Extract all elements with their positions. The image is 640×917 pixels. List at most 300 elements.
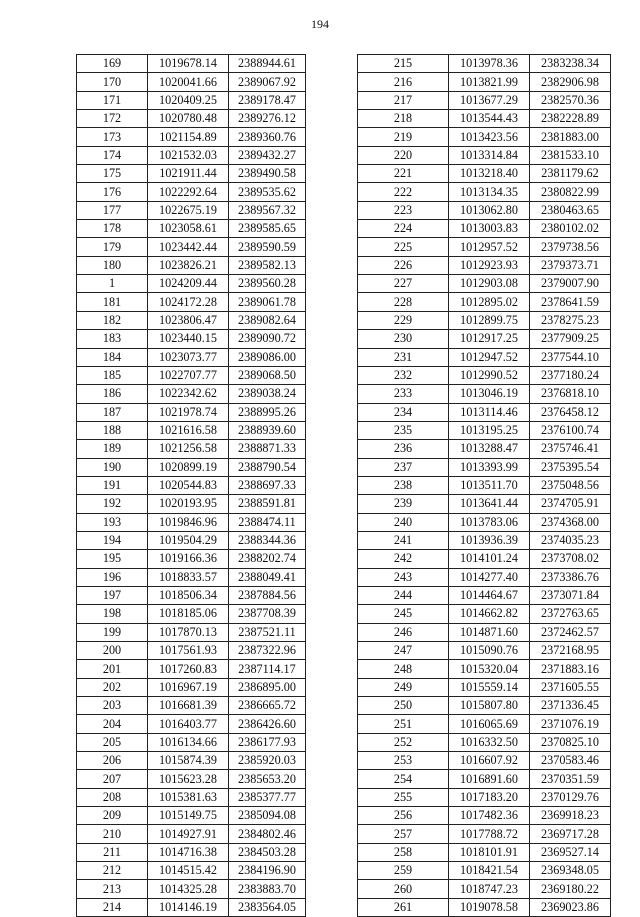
point-number-cell: 184 <box>77 348 148 366</box>
x-coordinate-cell: 1015381.63 <box>148 788 229 806</box>
table-row <box>77 256 306 274</box>
table-row <box>358 256 611 274</box>
point-number-cell: 259 <box>358 862 449 880</box>
table-row <box>358 385 611 403</box>
point-number-cell: 260 <box>358 880 449 898</box>
x-coordinate-cell: 1016891.60 <box>449 770 530 788</box>
point-number-cell: 235 <box>358 421 449 439</box>
table-row <box>77 752 306 770</box>
y-coordinate-cell: 2372462.57 <box>530 623 611 641</box>
table-row <box>77 73 306 91</box>
table-row <box>358 73 611 91</box>
y-coordinate-cell: 2377544.10 <box>530 348 611 366</box>
y-coordinate-cell: 2371883.16 <box>530 660 611 678</box>
table-row <box>358 495 611 513</box>
x-coordinate-cell: 1013195.25 <box>449 421 530 439</box>
x-coordinate-cell: 1015874.39 <box>148 752 229 770</box>
point-number-cell: 196 <box>77 568 148 586</box>
table-row <box>358 788 611 806</box>
table-row <box>77 568 306 586</box>
table-row <box>358 568 611 586</box>
point-number-cell: 233 <box>358 385 449 403</box>
table-row <box>358 220 611 238</box>
point-number-cell: 210 <box>77 825 148 843</box>
table-row <box>77 880 306 898</box>
point-number-cell: 249 <box>358 678 449 696</box>
coordinates-table-body <box>358 55 611 917</box>
point-number-cell: 217 <box>358 91 449 109</box>
coordinates-table-left <box>76 54 306 917</box>
x-coordinate-cell: 1019846.96 <box>148 513 229 531</box>
table-row <box>358 403 611 421</box>
table-row <box>77 201 306 219</box>
table-row <box>77 293 306 311</box>
x-coordinate-cell: 1023806.47 <box>148 311 229 329</box>
point-number-cell: 194 <box>77 531 148 549</box>
y-coordinate-cell: 2384802.46 <box>229 825 306 843</box>
y-coordinate-cell: 2376818.10 <box>530 385 611 403</box>
point-number-cell: 186 <box>77 385 148 403</box>
table-row <box>77 605 306 623</box>
y-coordinate-cell: 2381883.00 <box>530 128 611 146</box>
point-number-cell: 205 <box>77 733 148 751</box>
y-coordinate-cell: 2385653.20 <box>229 770 306 788</box>
table-row <box>358 275 611 293</box>
point-number-cell: 199 <box>77 623 148 641</box>
y-coordinate-cell: 2384503.28 <box>229 843 306 861</box>
x-coordinate-cell: 1012957.52 <box>449 238 530 256</box>
y-coordinate-cell: 2386665.72 <box>229 697 306 715</box>
point-number-cell: 181 <box>77 293 148 311</box>
point-number-cell: 229 <box>358 311 449 329</box>
y-coordinate-cell: 2386426.60 <box>229 715 306 733</box>
x-coordinate-cell: 1017870.13 <box>148 623 229 641</box>
point-number-cell: 206 <box>77 752 148 770</box>
point-number-cell: 171 <box>77 91 148 109</box>
y-coordinate-cell: 2378275.23 <box>530 311 611 329</box>
point-number-cell: 185 <box>77 366 148 384</box>
x-coordinate-cell: 1017260.83 <box>148 660 229 678</box>
point-number-cell: 252 <box>358 733 449 751</box>
table-row <box>77 110 306 128</box>
y-coordinate-cell: 2377909.25 <box>530 330 611 348</box>
point-number-cell: 239 <box>358 495 449 513</box>
point-number-cell: 179 <box>77 238 148 256</box>
point-number-cell: 250 <box>358 697 449 715</box>
table-row <box>77 788 306 806</box>
x-coordinate-cell: 1021911.44 <box>148 165 229 183</box>
x-coordinate-cell: 1013134.35 <box>449 183 530 201</box>
x-coordinate-cell: 1013062.80 <box>449 201 530 219</box>
y-coordinate-cell: 2386177.93 <box>229 733 306 751</box>
table-row <box>77 458 306 476</box>
table-row <box>358 146 611 164</box>
y-coordinate-cell: 2389090.72 <box>229 330 306 348</box>
point-number-cell: 232 <box>358 366 449 384</box>
x-coordinate-cell: 1015320.04 <box>449 660 530 678</box>
point-number-cell: 256 <box>358 807 449 825</box>
table-row <box>77 91 306 109</box>
y-coordinate-cell: 2379007.90 <box>530 275 611 293</box>
x-coordinate-cell: 1020193.95 <box>148 495 229 513</box>
point-number-cell: 240 <box>358 513 449 531</box>
point-number-cell: 176 <box>77 183 148 201</box>
point-number-cell: 253 <box>358 752 449 770</box>
x-coordinate-cell: 1019504.29 <box>148 531 229 549</box>
table-row <box>358 605 611 623</box>
point-number-cell: 225 <box>358 238 449 256</box>
x-coordinate-cell: 1013423.56 <box>449 128 530 146</box>
y-coordinate-cell: 2371605.55 <box>530 678 611 696</box>
y-coordinate-cell: 2389567.32 <box>229 201 306 219</box>
y-coordinate-cell: 2383238.34 <box>530 55 611 73</box>
table-row <box>358 91 611 109</box>
y-coordinate-cell: 2387114.17 <box>229 660 306 678</box>
x-coordinate-cell: 1015090.76 <box>449 642 530 660</box>
table-row <box>77 366 306 384</box>
y-coordinate-cell: 2381179.62 <box>530 165 611 183</box>
y-coordinate-cell: 2389360.76 <box>229 128 306 146</box>
x-coordinate-cell: 1013393.99 <box>449 458 530 476</box>
point-number-cell: 173 <box>77 128 148 146</box>
y-coordinate-cell: 2385094.08 <box>229 807 306 825</box>
x-coordinate-cell: 1012899.75 <box>449 311 530 329</box>
x-coordinate-cell: 1014871.60 <box>449 623 530 641</box>
x-coordinate-cell: 1014146.19 <box>148 898 229 916</box>
y-coordinate-cell: 2389061.78 <box>229 293 306 311</box>
table-row <box>358 623 611 641</box>
y-coordinate-cell: 2384196.90 <box>229 862 306 880</box>
table-row <box>358 825 611 843</box>
table-row <box>77 128 306 146</box>
point-number-cell: 242 <box>358 550 449 568</box>
table-row <box>77 715 306 733</box>
point-number-cell: 247 <box>358 642 449 660</box>
table-row <box>358 733 611 751</box>
table-row <box>358 843 611 861</box>
y-coordinate-cell: 2372168.95 <box>530 642 611 660</box>
table-row <box>77 348 306 366</box>
x-coordinate-cell: 1022707.77 <box>148 366 229 384</box>
table-row <box>77 330 306 348</box>
y-coordinate-cell: 2389276.12 <box>229 110 306 128</box>
point-number-cell: 213 <box>77 880 148 898</box>
table-row <box>77 220 306 238</box>
table-row <box>358 880 611 898</box>
y-coordinate-cell: 2386895.00 <box>229 678 306 696</box>
y-coordinate-cell: 2388790.54 <box>229 458 306 476</box>
x-coordinate-cell: 1016065.69 <box>449 715 530 733</box>
x-coordinate-cell: 1012923.93 <box>449 256 530 274</box>
point-number-cell: 251 <box>358 715 449 733</box>
y-coordinate-cell: 2379373.71 <box>530 256 611 274</box>
x-coordinate-cell: 1013978.36 <box>449 55 530 73</box>
table-row <box>77 531 306 549</box>
x-coordinate-cell: 1013677.29 <box>449 91 530 109</box>
x-coordinate-cell: 1018747.23 <box>449 880 530 898</box>
x-coordinate-cell: 1017788.72 <box>449 825 530 843</box>
x-coordinate-cell: 1013783.06 <box>449 513 530 531</box>
table-row <box>77 385 306 403</box>
table-row <box>358 513 611 531</box>
x-coordinate-cell: 1023440.15 <box>148 330 229 348</box>
y-coordinate-cell: 2369023.86 <box>530 898 611 916</box>
x-coordinate-cell: 1020544.83 <box>148 476 229 494</box>
x-coordinate-cell: 1013936.39 <box>449 531 530 549</box>
point-number-cell: 191 <box>77 476 148 494</box>
y-coordinate-cell: 2389068.50 <box>229 366 306 384</box>
point-number-cell: 216 <box>358 73 449 91</box>
y-coordinate-cell: 2369348.05 <box>530 862 611 880</box>
y-coordinate-cell: 2375746.41 <box>530 440 611 458</box>
point-number-cell: 192 <box>77 495 148 513</box>
table-row <box>358 898 611 916</box>
table-row <box>358 770 611 788</box>
table-row <box>77 678 306 696</box>
point-number-cell: 245 <box>358 605 449 623</box>
table-row <box>77 550 306 568</box>
y-coordinate-cell: 2385920.03 <box>229 752 306 770</box>
x-coordinate-cell: 1017482.36 <box>449 807 530 825</box>
y-coordinate-cell: 2383564.05 <box>229 898 306 916</box>
point-number-cell: 248 <box>358 660 449 678</box>
point-number-cell: 218 <box>358 110 449 128</box>
x-coordinate-cell: 1013288.47 <box>449 440 530 458</box>
table-row <box>77 862 306 880</box>
table-row <box>358 550 611 568</box>
y-coordinate-cell: 2374035.23 <box>530 531 611 549</box>
table-row <box>358 348 611 366</box>
point-number-cell: 177 <box>77 201 148 219</box>
y-coordinate-cell: 2375395.54 <box>530 458 611 476</box>
table-row <box>358 807 611 825</box>
point-number-cell: 208 <box>77 788 148 806</box>
y-coordinate-cell: 2373071.84 <box>530 586 611 604</box>
point-number-cell: 231 <box>358 348 449 366</box>
y-coordinate-cell: 2382906.98 <box>530 73 611 91</box>
x-coordinate-cell: 1015623.28 <box>148 770 229 788</box>
x-coordinate-cell: 1016332.50 <box>449 733 530 751</box>
point-number-cell: 180 <box>77 256 148 274</box>
point-number-cell: 221 <box>358 165 449 183</box>
y-coordinate-cell: 2374705.91 <box>530 495 611 513</box>
y-coordinate-cell: 2382228.89 <box>530 110 611 128</box>
point-number-cell: 187 <box>77 403 148 421</box>
x-coordinate-cell: 1014927.91 <box>148 825 229 843</box>
point-number-cell: 203 <box>77 697 148 715</box>
x-coordinate-cell: 1022342.62 <box>148 385 229 403</box>
point-number-cell: 169 <box>77 55 148 73</box>
point-number-cell: 234 <box>358 403 449 421</box>
x-coordinate-cell: 1015149.75 <box>148 807 229 825</box>
y-coordinate-cell: 2387884.56 <box>229 586 306 604</box>
table-row <box>77 440 306 458</box>
x-coordinate-cell: 1019078.58 <box>449 898 530 916</box>
y-coordinate-cell: 2369918.23 <box>530 807 611 825</box>
x-coordinate-cell: 1013046.19 <box>449 385 530 403</box>
table-row <box>358 642 611 660</box>
x-coordinate-cell: 1012903.08 <box>449 275 530 293</box>
y-coordinate-cell: 2389038.24 <box>229 385 306 403</box>
table-row <box>77 770 306 788</box>
point-number-cell: 212 <box>77 862 148 880</box>
table-row <box>77 513 306 531</box>
table-row <box>358 165 611 183</box>
table-row <box>77 183 306 201</box>
table-row <box>77 403 306 421</box>
x-coordinate-cell: 1020899.19 <box>148 458 229 476</box>
x-coordinate-cell: 1013511.70 <box>449 476 530 494</box>
x-coordinate-cell: 1012917.25 <box>449 330 530 348</box>
table-row <box>358 183 611 201</box>
x-coordinate-cell: 1022675.19 <box>148 201 229 219</box>
table-row <box>358 586 611 604</box>
x-coordinate-cell: 1019166.36 <box>148 550 229 568</box>
x-coordinate-cell: 1014101.24 <box>449 550 530 568</box>
y-coordinate-cell: 2372763.65 <box>530 605 611 623</box>
y-coordinate-cell: 2385377.77 <box>229 788 306 806</box>
y-coordinate-cell: 2369180.22 <box>530 880 611 898</box>
table-row <box>358 458 611 476</box>
x-coordinate-cell: 1014716.38 <box>148 843 229 861</box>
table-row <box>77 898 306 916</box>
table-row <box>358 128 611 146</box>
point-number-cell: 244 <box>358 586 449 604</box>
y-coordinate-cell: 2389535.62 <box>229 183 306 201</box>
point-number-cell: 261 <box>358 898 449 916</box>
point-number-cell: 237 <box>358 458 449 476</box>
x-coordinate-cell: 1023826.21 <box>148 256 229 274</box>
x-coordinate-cell: 1023058.61 <box>148 220 229 238</box>
point-number-cell: 207 <box>77 770 148 788</box>
table-row <box>358 440 611 458</box>
table-row <box>77 843 306 861</box>
point-number-cell: 204 <box>77 715 148 733</box>
x-coordinate-cell: 1018506.34 <box>148 586 229 604</box>
y-coordinate-cell: 2369527.14 <box>530 843 611 861</box>
table-row <box>358 293 611 311</box>
x-coordinate-cell: 1021616.58 <box>148 421 229 439</box>
y-coordinate-cell: 2389067.92 <box>229 73 306 91</box>
table-row <box>77 165 306 183</box>
point-number-cell: 183 <box>77 330 148 348</box>
point-number-cell: 172 <box>77 110 148 128</box>
y-coordinate-cell: 2388871.33 <box>229 440 306 458</box>
y-coordinate-cell: 2375048.56 <box>530 476 611 494</box>
point-number-cell: 254 <box>358 770 449 788</box>
x-coordinate-cell: 1021154.89 <box>148 128 229 146</box>
y-coordinate-cell: 2381533.10 <box>530 146 611 164</box>
point-number-cell: 190 <box>77 458 148 476</box>
x-coordinate-cell: 1013641.44 <box>449 495 530 513</box>
y-coordinate-cell: 2382570.36 <box>530 91 611 109</box>
table-row <box>358 311 611 329</box>
x-coordinate-cell: 1022292.64 <box>148 183 229 201</box>
point-number-cell: 220 <box>358 146 449 164</box>
point-number-cell: 182 <box>77 311 148 329</box>
y-coordinate-cell: 2388049.41 <box>229 568 306 586</box>
table-row <box>77 146 306 164</box>
point-number-cell: 255 <box>358 788 449 806</box>
table-row <box>77 275 306 293</box>
point-number-cell: 174 <box>77 146 148 164</box>
point-number-cell: 228 <box>358 293 449 311</box>
x-coordinate-cell: 1014662.82 <box>449 605 530 623</box>
x-coordinate-cell: 1013114.46 <box>449 403 530 421</box>
table-row <box>77 311 306 329</box>
x-coordinate-cell: 1014464.67 <box>449 586 530 604</box>
point-number-cell: 246 <box>358 623 449 641</box>
x-coordinate-cell: 1013821.99 <box>449 73 530 91</box>
point-number-cell: 193 <box>77 513 148 531</box>
y-coordinate-cell: 2389585.65 <box>229 220 306 238</box>
point-number-cell: 257 <box>358 825 449 843</box>
point-number-cell: 1 <box>77 275 148 293</box>
x-coordinate-cell: 1015807.80 <box>449 697 530 715</box>
y-coordinate-cell: 2388697.33 <box>229 476 306 494</box>
x-coordinate-cell: 1016403.77 <box>148 715 229 733</box>
y-coordinate-cell: 2388944.61 <box>229 55 306 73</box>
x-coordinate-cell: 1017183.20 <box>449 788 530 806</box>
table-row <box>358 330 611 348</box>
table-row <box>358 531 611 549</box>
x-coordinate-cell: 1016134.66 <box>148 733 229 751</box>
x-coordinate-cell: 1012895.02 <box>449 293 530 311</box>
y-coordinate-cell: 2388939.60 <box>229 421 306 439</box>
table-row <box>358 238 611 256</box>
table-row <box>358 110 611 128</box>
y-coordinate-cell: 2376100.74 <box>530 421 611 439</box>
y-coordinate-cell: 2389590.59 <box>229 238 306 256</box>
table-row <box>358 697 611 715</box>
y-coordinate-cell: 2379738.56 <box>530 238 611 256</box>
y-coordinate-cell: 2389086.00 <box>229 348 306 366</box>
point-number-cell: 170 <box>77 73 148 91</box>
point-number-cell: 189 <box>77 440 148 458</box>
x-coordinate-cell: 1018185.06 <box>148 605 229 623</box>
table-row <box>358 55 611 73</box>
x-coordinate-cell: 1014277.40 <box>449 568 530 586</box>
x-coordinate-cell: 1017561.93 <box>148 642 229 660</box>
x-coordinate-cell: 1015559.14 <box>449 678 530 696</box>
table-row <box>358 660 611 678</box>
table-row <box>77 697 306 715</box>
y-coordinate-cell: 2371336.45 <box>530 697 611 715</box>
point-number-cell: 200 <box>77 642 148 660</box>
point-number-cell: 211 <box>77 843 148 861</box>
x-coordinate-cell: 1013003.83 <box>449 220 530 238</box>
y-coordinate-cell: 2373386.76 <box>530 568 611 586</box>
point-number-cell: 227 <box>358 275 449 293</box>
point-number-cell: 201 <box>77 660 148 678</box>
table-row <box>77 733 306 751</box>
x-coordinate-cell: 1019678.14 <box>148 55 229 73</box>
table-row <box>358 752 611 770</box>
point-number-cell: 238 <box>358 476 449 494</box>
y-coordinate-cell: 2380822.99 <box>530 183 611 201</box>
point-number-cell: 223 <box>358 201 449 219</box>
point-number-cell: 258 <box>358 843 449 861</box>
y-coordinate-cell: 2370129.76 <box>530 788 611 806</box>
x-coordinate-cell: 1013314.84 <box>449 146 530 164</box>
point-number-cell: 236 <box>358 440 449 458</box>
table-row <box>358 715 611 733</box>
point-number-cell: 222 <box>358 183 449 201</box>
point-number-cell: 178 <box>77 220 148 238</box>
x-coordinate-cell: 1024209.44 <box>148 275 229 293</box>
point-number-cell: 226 <box>358 256 449 274</box>
y-coordinate-cell: 2389582.13 <box>229 256 306 274</box>
